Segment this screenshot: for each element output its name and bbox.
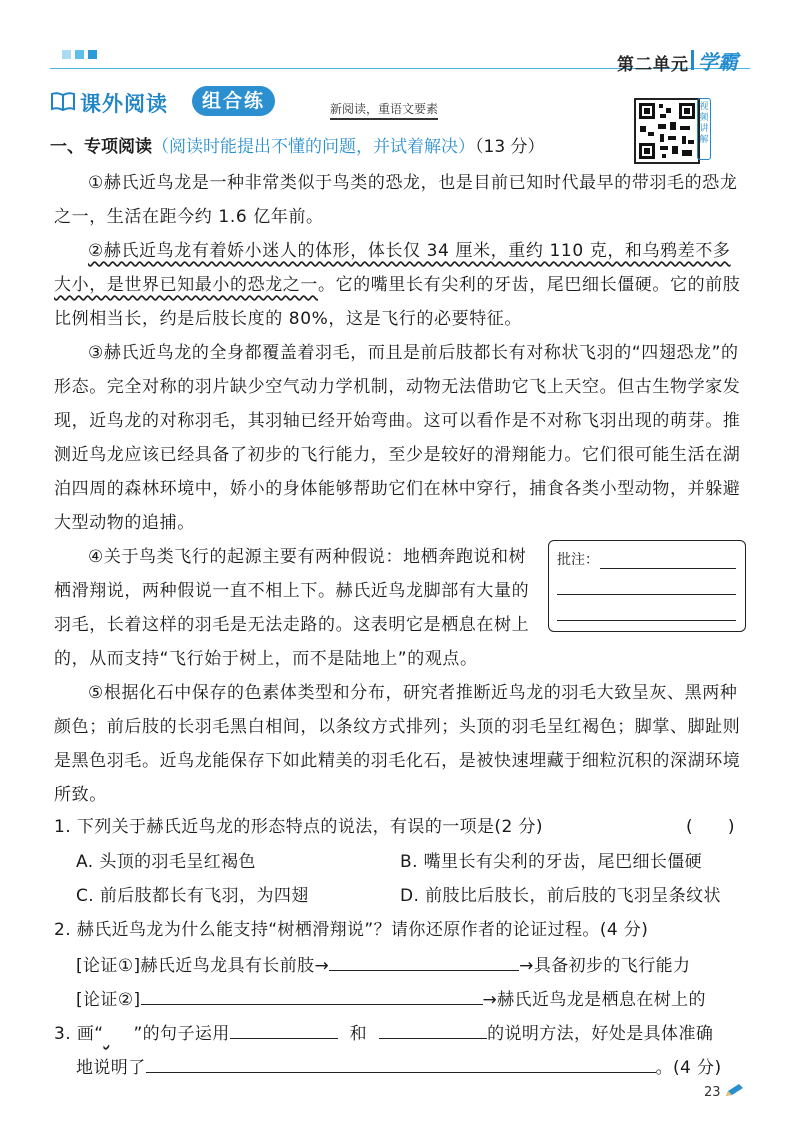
q3-wavy-mark: [103, 1022, 133, 1046]
question-number-title: 一、专项阅读: [50, 137, 152, 157]
q2-blank-1[interactable]: [329, 952, 519, 971]
pencil-icon: [724, 1082, 746, 1098]
paragraph-3-text: ③赫氏近鸟龙的全身都覆盖着羽毛，而且是前后肢都长有对称状飞羽的“四翅恐龙”的形态。完全对称的羽片缺少空气动力学机制，动物无法借助它飞上天空。但古生物学家发现，近鸟龙的对称羽毛，其羽轴已经开始弯曲。这可以看作是不对称飞羽出现的萌芽。推测近鸟龙应该已经具备了初步的飞行能力，至少是较好的滑翔能力。它们很可能生活在湖泊四周的森林环境中，娇小的身体能够帮助它们在林中穿行，捕食各类小型动物，并躲避大型动物的追捕。: [54, 343, 741, 533]
paragraph-2-wavy-sentence: ②赫氏近鸟龙有着娇小迷人的体形，体长仅 34 厘米，重约 110 克，和乌鸦差不多大小，是世界已知最小的恐龙之一: [54, 241, 731, 295]
q3-line-2-prefix: 地说明了: [76, 1058, 146, 1078]
q1-option-b[interactable]: B. 嘴里长有尖利的牙齿，尾巴细长僵硬: [400, 852, 703, 872]
q3-line-2: [76, 1054, 722, 1080]
q3-blank-1[interactable]: [230, 1020, 338, 1039]
q2-line-2: [76, 986, 706, 1012]
question-score: （13 分）: [475, 137, 545, 157]
q3-prefix: 3. 画“: [54, 1024, 104, 1044]
paragraph-1: [54, 166, 748, 234]
q3-line-2-suffix: 。(4 分): [655, 1058, 722, 1078]
q2-line-2-prefix: [论证②]: [76, 990, 141, 1010]
header-decoration-dots: [62, 50, 97, 59]
qr-code-icon[interactable]: [634, 98, 700, 164]
video-explain-label[interactable]: [697, 98, 711, 160]
paragraph-1-text: ①赫氏近鸟龙是一种非常类似于鸟类的恐龙，也是目前已知时代最早的带羽毛的恐龙之一，生活在距今约 1.6 亿年前。: [54, 173, 738, 227]
page-number: 23: [704, 1085, 721, 1100]
section-title: 课外阅读: [80, 92, 168, 116]
paragraph-2-rest: 。它的嘴里长有尖利的牙齿，尾巴细长僵硬。它的前肢比例相当长，约是后肢长度的 80%，这是飞行的必要特征。: [54, 275, 741, 329]
section-subtitle: 新阅读，重语文要素: [330, 100, 438, 120]
q1-option-a[interactable]: A. 头顶的羽毛呈红褐色: [76, 852, 256, 872]
question-hint: （阅读时能提出不懂的问题，并试着解决）: [152, 137, 475, 157]
annotation-line-3[interactable]: [557, 620, 736, 621]
q1-stem: 1. 下列关于赫氏近鸟龙的形态特点的说法，有误的一项是(2 分): [54, 817, 543, 837]
brand-logo: 学霸: [698, 50, 738, 74]
brand-divider: [691, 50, 694, 70]
q3-and: 和: [349, 1024, 368, 1044]
paragraph-5: [54, 676, 748, 812]
unit-title: 第二单元: [617, 55, 689, 75]
q2-stem: 2. 赫氏近鸟龙为什么能支持“树栖滑翔说”？请你还原作者的论证过程。(4 分): [54, 920, 649, 940]
q2-line-1-suffix: →具备初步的飞行能力: [519, 956, 691, 976]
section-pill: 组合练: [192, 86, 275, 116]
paragraph-4-text: ④关于鸟类飞行的起源主要有两种假说：地栖奔跑说和树栖滑翔说，两种假说一直不相上下。赫氏近鸟龙脚部有大量的羽毛，长着这样的羽毛是无法走路的。这表明它是栖息在树上的，从而支持“飞行始于树上，而不是陆地上”的观点。: [54, 547, 530, 669]
question-heading: [50, 132, 545, 157]
q2-line-1: [76, 952, 690, 978]
q3-line-1: [54, 1020, 713, 1046]
annotation-line-1[interactable]: [600, 568, 736, 569]
video-explain-text: 视频讲解: [699, 102, 709, 145]
paragraph-4: [54, 540, 540, 676]
q3-suffix: 的说明方法，好处是具体准确: [487, 1024, 714, 1044]
q2-line-1-prefix: [论证①]赫氏近鸟龙具有长前肢→: [76, 956, 330, 976]
paragraph-5-text: ⑤根据化石中保存的色素体类型和分布，研究者推断近鸟龙的羽毛大致呈灰、黑两种颜色；前后肢的长羽毛黑白相间，以条纹方式排列；头顶的羽毛呈红褐色；脚掌、脚趾则是黑色羽毛。近鸟龙能保存下如此精美的羽毛化石，是被快速埋藏于细粒沉积的深湖环境所致。: [54, 683, 741, 805]
q3-mid: ”的句子运用: [133, 1024, 230, 1044]
q3-blank-3[interactable]: [146, 1054, 656, 1073]
annotation-line-2[interactable]: [557, 594, 736, 595]
q1-option-c[interactable]: C. 前后肢都长有飞羽，为四翅: [76, 886, 309, 906]
q2-line-2-suffix: →赫氏近鸟龙是栖息在树上的: [482, 990, 706, 1010]
annotation-label: 批注：: [557, 552, 599, 568]
q3-blank-2[interactable]: [379, 1020, 487, 1039]
q1-option-d[interactable]: D. 前肢比后肢长，前后肢的飞羽呈条纹状: [400, 886, 721, 906]
q1-answer-paren[interactable]: ( ): [686, 817, 735, 837]
paragraph-3: [54, 336, 748, 540]
book-icon: [50, 90, 76, 112]
q2-blank-2[interactable]: [141, 986, 483, 1005]
paragraph-2: [54, 234, 748, 336]
